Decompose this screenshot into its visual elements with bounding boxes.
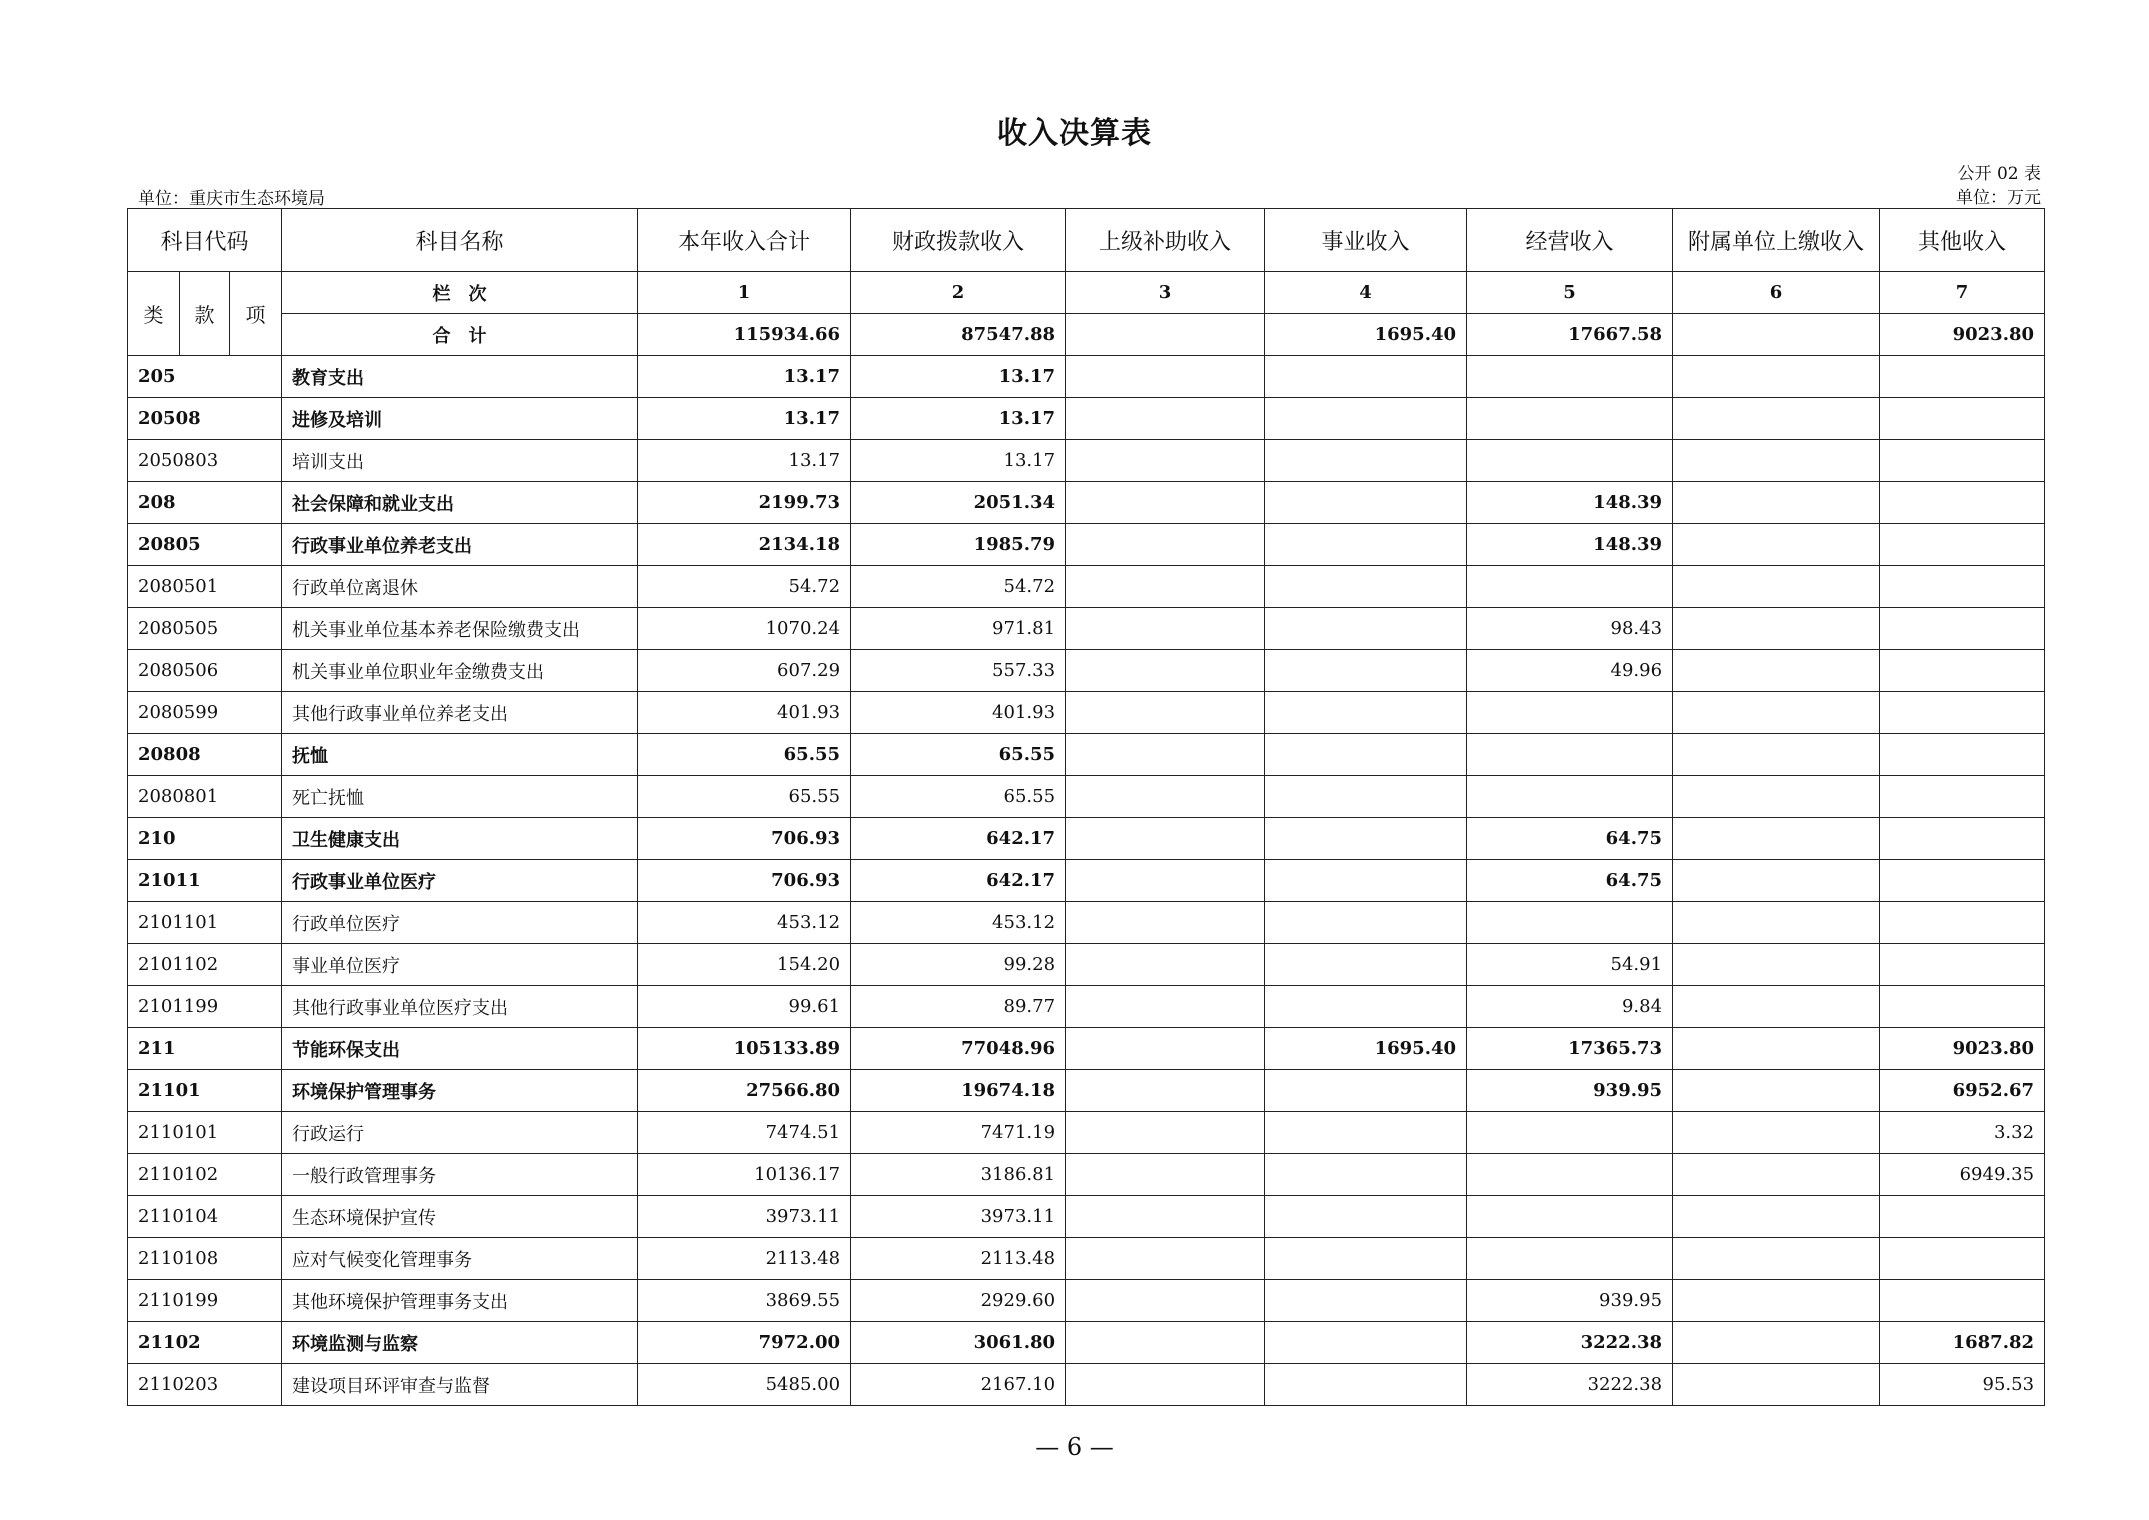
row-value: 2051.34 xyxy=(851,482,1066,524)
row-value xyxy=(1265,944,1467,986)
row-name: 其他行政事业单位医疗支出 xyxy=(282,986,638,1028)
row-name: 事业单位医疗 xyxy=(282,944,638,986)
header-business: 事业收入 xyxy=(1265,209,1467,272)
row-value xyxy=(1467,692,1673,734)
row-code: 2110101 xyxy=(128,1112,282,1154)
row-value: 3869.55 xyxy=(638,1280,851,1322)
row-name: 抚恤 xyxy=(282,734,638,776)
row-name: 教育支出 xyxy=(282,356,638,398)
row-value xyxy=(1673,398,1880,440)
row-value: 7972.00 xyxy=(638,1322,851,1364)
row-value: 607.29 xyxy=(638,650,851,692)
table-row xyxy=(128,1028,2045,1070)
row-value xyxy=(1066,1070,1265,1112)
row-value xyxy=(1880,356,2045,398)
row-code: 20805 xyxy=(128,524,282,566)
table-row xyxy=(128,776,2045,818)
total-value xyxy=(1673,314,1880,356)
row-value: 453.12 xyxy=(638,902,851,944)
row-value xyxy=(1265,440,1467,482)
row-value xyxy=(1066,1280,1265,1322)
row-value xyxy=(1673,356,1880,398)
row-value: 401.93 xyxy=(851,692,1066,734)
row-value xyxy=(1066,692,1265,734)
row-value xyxy=(1880,734,2045,776)
row-value xyxy=(1880,902,2045,944)
row-value xyxy=(1673,1364,1880,1406)
row-value: 54.72 xyxy=(638,566,851,608)
row-value xyxy=(1066,860,1265,902)
row-code: 21101 xyxy=(128,1070,282,1112)
row-value xyxy=(1673,1028,1880,1070)
code-item: 项 xyxy=(230,272,282,356)
row-value: 154.20 xyxy=(638,944,851,986)
row-value xyxy=(1265,692,1467,734)
row-code: 21102 xyxy=(128,1322,282,1364)
table-row xyxy=(128,440,2045,482)
row-value: 13.17 xyxy=(851,398,1066,440)
table-row xyxy=(128,1070,2045,1112)
currency-unit: 单位：万元 xyxy=(1956,188,2041,208)
column-number: 3 xyxy=(1066,272,1265,314)
row-value xyxy=(1673,440,1880,482)
row-value: 971.81 xyxy=(851,608,1066,650)
row-value: 3186.81 xyxy=(851,1154,1066,1196)
row-value xyxy=(1265,902,1467,944)
row-value xyxy=(1265,1238,1467,1280)
row-value xyxy=(1467,440,1673,482)
row-value: 5485.00 xyxy=(638,1364,851,1406)
row-value: 9.84 xyxy=(1467,986,1673,1028)
row-value xyxy=(1066,734,1265,776)
table-row xyxy=(128,1154,2045,1196)
row-value: 1985.79 xyxy=(851,524,1066,566)
row-value xyxy=(1066,1196,1265,1238)
row-value xyxy=(1880,860,2045,902)
row-value xyxy=(1673,1070,1880,1112)
row-name: 机关事业单位基本养老保险缴费支出 xyxy=(282,608,638,650)
table-row xyxy=(128,1322,2045,1364)
row-value xyxy=(1467,1154,1673,1196)
row-value: 54.72 xyxy=(851,566,1066,608)
row-code: 205 xyxy=(128,356,282,398)
row-code: 211 xyxy=(128,1028,282,1070)
row-code: 2101101 xyxy=(128,902,282,944)
row-value xyxy=(1880,608,2045,650)
row-value xyxy=(1673,818,1880,860)
row-name: 建设项目环评审查与监督 xyxy=(282,1364,638,1406)
row-value xyxy=(1066,440,1265,482)
row-value: 2134.18 xyxy=(638,524,851,566)
row-value: 401.93 xyxy=(638,692,851,734)
row-name: 卫生健康支出 xyxy=(282,818,638,860)
row-value xyxy=(1265,1280,1467,1322)
row-value xyxy=(1066,1364,1265,1406)
row-value xyxy=(1066,356,1265,398)
row-value: 6949.35 xyxy=(1880,1154,2045,1196)
total-value: 1695.40 xyxy=(1265,314,1467,356)
row-value: 1695.40 xyxy=(1265,1028,1467,1070)
row-value xyxy=(1066,482,1265,524)
row-value xyxy=(1880,650,2045,692)
row-value: 3061.80 xyxy=(851,1322,1066,1364)
row-value xyxy=(1880,986,2045,1028)
column-number: 5 xyxy=(1467,272,1673,314)
row-value: 7471.19 xyxy=(851,1112,1066,1154)
row-code: 21011 xyxy=(128,860,282,902)
row-value: 27566.80 xyxy=(638,1070,851,1112)
row-name: 其他行政事业单位养老支出 xyxy=(282,692,638,734)
row-code: 2110102 xyxy=(128,1154,282,1196)
header-total: 本年收入合计 xyxy=(638,209,851,272)
unit-label: 单位：重庆市生态环境局 xyxy=(138,189,325,209)
table-row xyxy=(128,398,2045,440)
row-name: 环境保护管理事务 xyxy=(282,1070,638,1112)
row-value xyxy=(1880,440,2045,482)
row-name: 机关事业单位职业年金缴费支出 xyxy=(282,650,638,692)
row-name: 死亡抚恤 xyxy=(282,776,638,818)
row-value xyxy=(1265,860,1467,902)
table-row xyxy=(128,1196,2045,1238)
row-value: 453.12 xyxy=(851,902,1066,944)
row-value xyxy=(1880,482,2045,524)
header-row xyxy=(128,209,2045,272)
row-name: 行政事业单位养老支出 xyxy=(282,524,638,566)
row-code: 2110108 xyxy=(128,1238,282,1280)
row-value xyxy=(1066,650,1265,692)
table-row xyxy=(128,482,2045,524)
row-value xyxy=(1467,902,1673,944)
row-code: 2110199 xyxy=(128,1280,282,1322)
row-value xyxy=(1880,398,2045,440)
row-value: 3222.38 xyxy=(1467,1364,1673,1406)
row-value xyxy=(1265,1322,1467,1364)
table-row xyxy=(128,650,2045,692)
row-value: 49.96 xyxy=(1467,650,1673,692)
table-row xyxy=(128,566,2045,608)
row-value: 939.95 xyxy=(1467,1070,1673,1112)
row-value xyxy=(1880,818,2045,860)
row-value xyxy=(1673,566,1880,608)
row-value xyxy=(1066,524,1265,566)
page-number: — 6 — xyxy=(1035,1433,1114,1461)
row-value xyxy=(1265,986,1467,1028)
row-name: 生态环境保护宣传 xyxy=(282,1196,638,1238)
row-value: 13.17 xyxy=(638,440,851,482)
row-value xyxy=(1066,566,1265,608)
row-value xyxy=(1265,776,1467,818)
row-value xyxy=(1673,776,1880,818)
row-value xyxy=(1066,1322,1265,1364)
column-number: 2 xyxy=(851,272,1066,314)
row-value xyxy=(1673,734,1880,776)
row-code: 2101199 xyxy=(128,986,282,1028)
row-value: 3222.38 xyxy=(1467,1322,1673,1364)
row-value: 10136.17 xyxy=(638,1154,851,1196)
row-value xyxy=(1265,398,1467,440)
row-value: 2113.48 xyxy=(851,1238,1066,1280)
row-name: 一般行政管理事务 xyxy=(282,1154,638,1196)
row-value xyxy=(1265,356,1467,398)
row-value xyxy=(1880,776,2045,818)
row-value: 64.75 xyxy=(1467,818,1673,860)
row-value xyxy=(1066,986,1265,1028)
page-title: 收入决算表 xyxy=(997,116,1152,151)
row-value xyxy=(1673,1154,1880,1196)
row-value: 98.43 xyxy=(1467,608,1673,650)
row-value: 706.93 xyxy=(638,818,851,860)
row-value: 54.91 xyxy=(1467,944,1673,986)
row-value xyxy=(1265,1112,1467,1154)
table-row xyxy=(128,356,2045,398)
row-value: 7474.51 xyxy=(638,1112,851,1154)
header-superior: 上级补助收入 xyxy=(1066,209,1265,272)
row-name: 行政单位离退休 xyxy=(282,566,638,608)
row-value: 19674.18 xyxy=(851,1070,1066,1112)
row-value: 13.17 xyxy=(638,356,851,398)
table-row xyxy=(128,692,2045,734)
row-value: 105133.89 xyxy=(638,1028,851,1070)
form-number: 公开 02 表 xyxy=(1957,164,2041,184)
row-value: 77048.96 xyxy=(851,1028,1066,1070)
row-value xyxy=(1673,902,1880,944)
row-name: 进修及培训 xyxy=(282,398,638,440)
row-code: 208 xyxy=(128,482,282,524)
row-value xyxy=(1467,566,1673,608)
row-value: 1687.82 xyxy=(1880,1322,2045,1364)
row-value: 3973.11 xyxy=(638,1196,851,1238)
row-value xyxy=(1467,1196,1673,1238)
row-value xyxy=(1265,1196,1467,1238)
row-value xyxy=(1265,566,1467,608)
income-table xyxy=(127,208,2045,1406)
row-code: 2101102 xyxy=(128,944,282,986)
column-label: 栏 次 xyxy=(282,272,638,314)
row-value: 65.55 xyxy=(851,776,1066,818)
row-value xyxy=(1066,818,1265,860)
row-value xyxy=(1066,398,1265,440)
row-value xyxy=(1467,776,1673,818)
row-value: 2929.60 xyxy=(851,1280,1066,1322)
row-value: 2199.73 xyxy=(638,482,851,524)
row-value: 1070.24 xyxy=(638,608,851,650)
row-value: 13.17 xyxy=(851,440,1066,482)
row-value xyxy=(1673,692,1880,734)
total-label: 合 计 xyxy=(282,314,638,356)
row-code: 2080505 xyxy=(128,608,282,650)
table-row xyxy=(128,986,2045,1028)
row-value: 99.61 xyxy=(638,986,851,1028)
row-value xyxy=(1066,608,1265,650)
form-meta xyxy=(1956,162,2041,210)
table-row xyxy=(128,1280,2045,1322)
row-code: 2080506 xyxy=(128,650,282,692)
row-code: 20808 xyxy=(128,734,282,776)
row-value xyxy=(1066,944,1265,986)
row-value: 65.55 xyxy=(638,776,851,818)
row-value: 99.28 xyxy=(851,944,1066,986)
table-row xyxy=(128,1112,2045,1154)
row-value xyxy=(1066,1028,1265,1070)
row-name: 社会保障和就业支出 xyxy=(282,482,638,524)
row-value xyxy=(1880,1280,2045,1322)
row-value xyxy=(1265,650,1467,692)
header-code: 科目代码 xyxy=(128,209,282,272)
row-value xyxy=(1265,734,1467,776)
total-value: 17667.58 xyxy=(1467,314,1673,356)
row-value: 13.17 xyxy=(638,398,851,440)
row-value xyxy=(1265,482,1467,524)
row-value xyxy=(1673,1238,1880,1280)
row-name: 行政单位医疗 xyxy=(282,902,638,944)
row-value: 148.39 xyxy=(1467,524,1673,566)
row-code: 210 xyxy=(128,818,282,860)
row-value xyxy=(1880,692,2045,734)
table-row xyxy=(128,608,2045,650)
row-name: 环境监测与监察 xyxy=(282,1322,638,1364)
column-number: 4 xyxy=(1265,272,1467,314)
row-value xyxy=(1673,1322,1880,1364)
total-value: 9023.80 xyxy=(1880,314,2045,356)
row-value xyxy=(1265,818,1467,860)
row-value: 17365.73 xyxy=(1467,1028,1673,1070)
column-number: 7 xyxy=(1880,272,2045,314)
row-value: 95.53 xyxy=(1880,1364,2045,1406)
row-value xyxy=(1066,776,1265,818)
row-value: 148.39 xyxy=(1467,482,1673,524)
row-code: 2110104 xyxy=(128,1196,282,1238)
row-code: 2080599 xyxy=(128,692,282,734)
row-value xyxy=(1673,608,1880,650)
row-value xyxy=(1673,1196,1880,1238)
row-value xyxy=(1673,524,1880,566)
row-value: 13.17 xyxy=(851,356,1066,398)
total-value: 115934.66 xyxy=(638,314,851,356)
row-value: 642.17 xyxy=(851,818,1066,860)
row-code: 20508 xyxy=(128,398,282,440)
total-value xyxy=(1066,314,1265,356)
total-value: 87547.88 xyxy=(851,314,1066,356)
row-name: 其他环境保护管理事务支出 xyxy=(282,1280,638,1322)
header-affiliated: 附属单位上缴收入 xyxy=(1673,209,1880,272)
row-value: 64.75 xyxy=(1467,860,1673,902)
table-row xyxy=(128,1364,2045,1406)
row-value xyxy=(1066,1154,1265,1196)
row-value: 3.32 xyxy=(1880,1112,2045,1154)
row-name: 培训支出 xyxy=(282,440,638,482)
table-row xyxy=(128,860,2045,902)
column-number: 1 xyxy=(638,272,851,314)
row-value xyxy=(1673,986,1880,1028)
row-value xyxy=(1265,1364,1467,1406)
header-fiscal: 财政拨款收入 xyxy=(851,209,1066,272)
row-value xyxy=(1880,1238,2045,1280)
total-row xyxy=(128,314,2045,356)
table-row xyxy=(128,734,2045,776)
header-name: 科目名称 xyxy=(282,209,638,272)
row-value xyxy=(1467,398,1673,440)
row-value: 939.95 xyxy=(1467,1280,1673,1322)
table-row xyxy=(128,524,2045,566)
table-row xyxy=(128,818,2045,860)
row-value xyxy=(1673,1112,1880,1154)
row-value xyxy=(1467,1112,1673,1154)
row-value xyxy=(1066,902,1265,944)
row-value: 642.17 xyxy=(851,860,1066,902)
row-value: 3973.11 xyxy=(851,1196,1066,1238)
row-value xyxy=(1066,1112,1265,1154)
table-row xyxy=(128,944,2045,986)
row-value: 706.93 xyxy=(638,860,851,902)
row-value: 65.55 xyxy=(851,734,1066,776)
row-value xyxy=(1265,524,1467,566)
row-value xyxy=(1066,1238,1265,1280)
header-operating: 经营收入 xyxy=(1467,209,1673,272)
row-name: 行政运行 xyxy=(282,1112,638,1154)
code-section: 款 xyxy=(180,272,230,356)
row-value: 65.55 xyxy=(638,734,851,776)
code-class: 类 xyxy=(128,272,180,356)
row-code: 2110203 xyxy=(128,1364,282,1406)
row-value xyxy=(1467,734,1673,776)
row-value xyxy=(1880,944,2045,986)
row-value xyxy=(1265,608,1467,650)
row-value xyxy=(1880,524,2045,566)
row-value: 89.77 xyxy=(851,986,1066,1028)
row-code: 2080801 xyxy=(128,776,282,818)
row-value xyxy=(1880,566,2045,608)
row-value xyxy=(1673,860,1880,902)
row-value xyxy=(1265,1154,1467,1196)
row-value xyxy=(1673,944,1880,986)
row-name: 节能环保支出 xyxy=(282,1028,638,1070)
row-value xyxy=(1673,482,1880,524)
row-value xyxy=(1265,1070,1467,1112)
column-number-row xyxy=(128,272,2045,314)
row-value: 9023.80 xyxy=(1880,1028,2045,1070)
row-value xyxy=(1673,1280,1880,1322)
header-other: 其他收入 xyxy=(1880,209,2045,272)
row-value xyxy=(1467,356,1673,398)
row-code: 2050803 xyxy=(128,440,282,482)
row-name: 应对气候变化管理事务 xyxy=(282,1238,638,1280)
table-row xyxy=(128,902,2045,944)
row-value xyxy=(1880,1196,2045,1238)
table-row xyxy=(128,1238,2045,1280)
row-value: 2167.10 xyxy=(851,1364,1066,1406)
row-name: 行政事业单位医疗 xyxy=(282,860,638,902)
row-value: 6952.67 xyxy=(1880,1070,2045,1112)
row-value xyxy=(1467,1238,1673,1280)
row-value: 2113.48 xyxy=(638,1238,851,1280)
row-code: 2080501 xyxy=(128,566,282,608)
row-value xyxy=(1673,650,1880,692)
row-value: 557.33 xyxy=(851,650,1066,692)
column-number: 6 xyxy=(1673,272,1880,314)
